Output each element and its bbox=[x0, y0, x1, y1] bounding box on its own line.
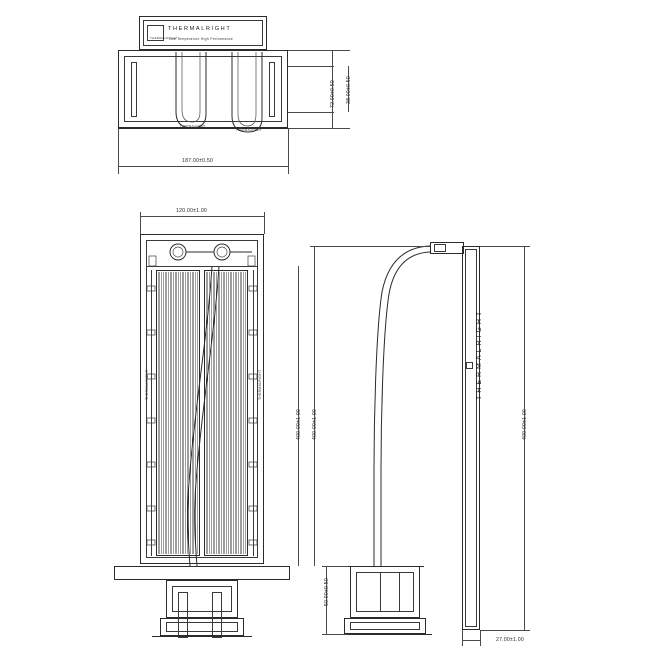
cold-plate-side-inner bbox=[350, 622, 420, 630]
dim-line-27 bbox=[462, 640, 480, 641]
dim-label-38: 38.00±0.50 bbox=[346, 76, 352, 104]
mount-bracket-side-line bbox=[338, 634, 432, 635]
dim-label-400-side: 400.00±1.00 bbox=[312, 408, 318, 440]
radiator-side-brand: THERMALRIGHT bbox=[476, 308, 483, 400]
dim-ext-400-side-top bbox=[310, 246, 430, 247]
dim-ext-50-top bbox=[322, 566, 348, 567]
radiator-side-label-left: THERMALRIGHT bbox=[145, 369, 149, 400]
brand-tagline: Low Temperature High Performance bbox=[169, 37, 234, 41]
logo-mark-label: THERMALRIGHT bbox=[150, 36, 178, 40]
brand-logo-text: THERMALRIGHT bbox=[168, 26, 232, 32]
pump-motor-side bbox=[380, 572, 400, 612]
radiator-side-label-right: THERMALRIGHT bbox=[258, 369, 262, 400]
dim-ext-400-right-top bbox=[480, 246, 530, 247]
dim-ext-400-right-bottom bbox=[480, 630, 530, 631]
dim-ext-27-right bbox=[480, 630, 481, 646]
dim-label-400-front: 400.00±1.00 bbox=[296, 408, 302, 440]
tube-marking-left: THERMALRIGHT bbox=[180, 124, 206, 128]
tube-marking-right: THERMALRIGHT bbox=[236, 128, 262, 132]
dim-label-50: 50.00±0.50 bbox=[324, 578, 330, 606]
dim-label-400-right: 400.00±1.00 bbox=[522, 408, 528, 440]
dim-line-400-side bbox=[314, 246, 315, 566]
dim-label-27: 27.00±1.00 bbox=[496, 637, 524, 643]
dim-ext-27-left bbox=[462, 630, 463, 646]
dim-label-120: 120.00±1.00 bbox=[176, 208, 208, 214]
dim-ext-50-bottom bbox=[322, 634, 348, 635]
dim-label-187: 187.00±0.50 bbox=[182, 158, 214, 164]
dim-label-72: 72.00±0.50 bbox=[330, 80, 336, 108]
